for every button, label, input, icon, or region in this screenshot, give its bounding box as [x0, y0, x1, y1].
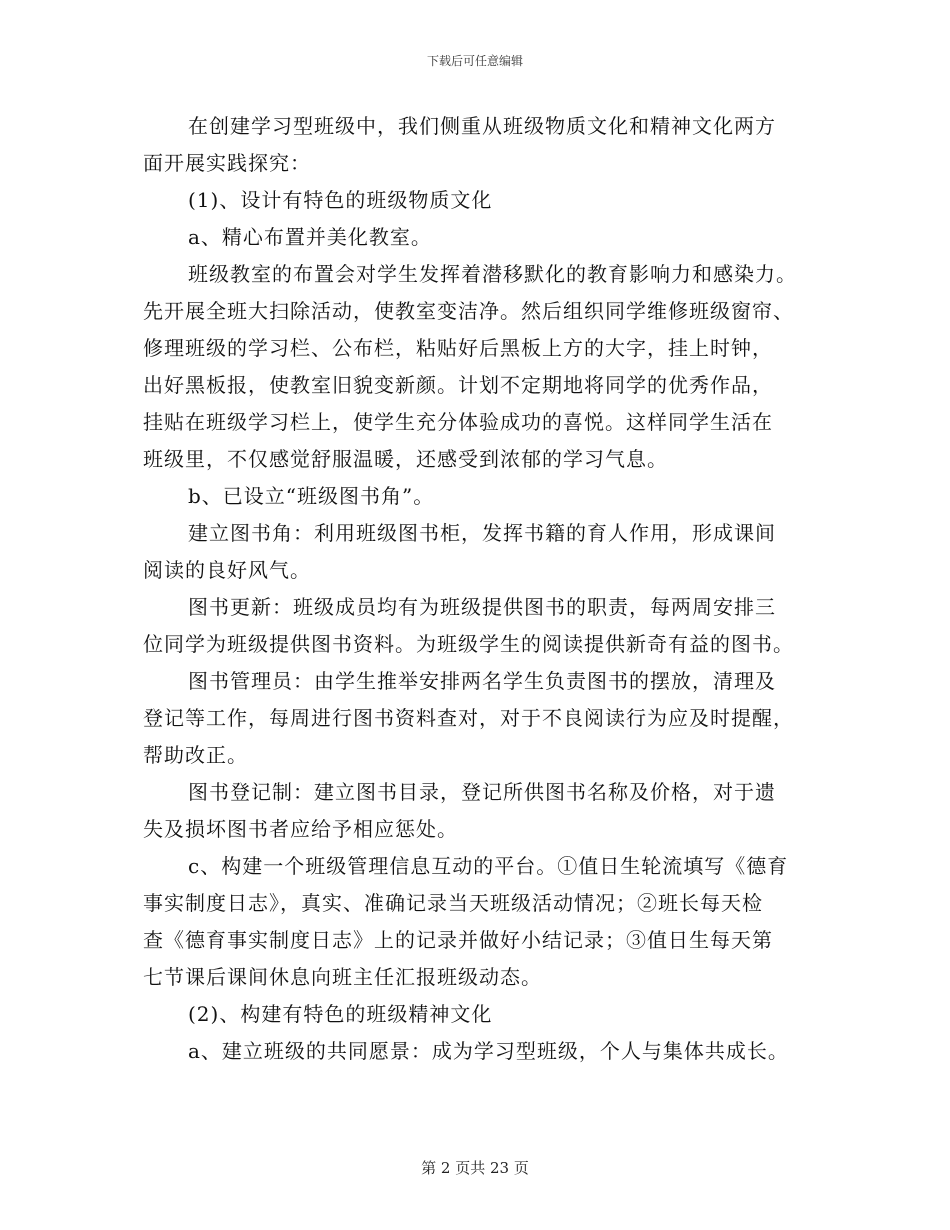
- paragraph: [143, 515, 808, 589]
- text-line: 图书管理员：由学生推举安排两名学生负责图书的摆放，清理及: [188, 669, 776, 693]
- text-line: a、建立班级的共同愿景：成为学习型班级，个人与集体共成长。: [188, 1039, 789, 1063]
- paragraph: [143, 108, 808, 182]
- text-line: 位同学为班级提供图书资料。为班级学生的阅读提供新奇有益的图书。: [143, 632, 794, 656]
- text-line: 挂贴在班级学习栏上，使学生充分体验成功的喜悦。这样同学生活在: [143, 410, 773, 434]
- text-line: 班级教室的布置会对学生发挥着潜移默化的教育影响力和感染力。: [188, 262, 797, 286]
- text-line: a、精心布置并美化教室。: [188, 225, 432, 249]
- paragraph: [143, 219, 808, 256]
- text-line: 七节课后课间休息向班主任汇报班级动态。: [143, 965, 542, 989]
- text-line: c、构建一个班级管理信息互动的平台。①值日生轮流填写《德育: [188, 854, 789, 878]
- paragraph: [143, 256, 808, 478]
- text-line: 事实制度日志》，真实、准确记录当天班级活动情况；②班长每天检: [143, 891, 763, 915]
- text-line: 修理班级的学习栏、公布栏，粘贴好后黑板上方的大字，挂上时钟，: [143, 336, 773, 360]
- text-line: 失及损坏图书者应给予相应惩处。: [143, 817, 458, 841]
- text-line: 图书登记制：建立图书目录，登记所供图书名称及价格，对于遗: [188, 780, 776, 804]
- text-line: b、已设立“班级图书角”。: [188, 484, 435, 508]
- text-line: 建立图书角：利用班级图书柜，发挥书籍的育人作用，形成课间: [188, 521, 776, 545]
- text-line: 在创建学习型班级中，我们侧重从班级物质文化和精神文化两方: [188, 114, 776, 138]
- text-line: (1)、设计有特色的班级物质文化: [188, 188, 493, 212]
- paragraph: [143, 182, 808, 219]
- text-line: 面开展实践探究：: [143, 151, 311, 175]
- paragraph: [143, 996, 808, 1033]
- paragraph: [143, 478, 808, 515]
- text-line: 先开展全班大扫除活动，使教室变洁净。然后组织同学维修班级窗帘、: [143, 299, 794, 323]
- document-body: [143, 108, 808, 1070]
- paragraph: [143, 663, 808, 774]
- paragraph: [143, 848, 808, 996]
- text-line: 图书更新：班级成员均有为班级提供图书的职责，每两周安排三: [188, 595, 776, 619]
- text-line: 出好黑板报，使教室旧貌变新颜。计划不定期地将同学的优秀作品，: [143, 373, 773, 397]
- page-footer: 第 2 页共 23 页: [421, 1159, 529, 1177]
- text-line: 登记等工作，每周进行图书资料查对，对于不良阅读行为应及时提醒，: [143, 706, 794, 730]
- paragraph: [143, 774, 808, 848]
- page-header: 下载后可任意编辑: [426, 54, 523, 68]
- text-line: (2)、构建有特色的班级精神文化: [188, 1002, 493, 1026]
- text-line: 查《德育事实制度日志》上的记录并做好小结记录；③值日生每天第: [143, 928, 773, 952]
- text-line: 帮助改正。: [143, 743, 248, 767]
- paragraph: [143, 589, 808, 663]
- text-line: 班级里，不仅感觉舒服温暖，还感受到浓郁的学习气息。: [143, 447, 668, 471]
- text-line: 阅读的良好风气。: [143, 558, 311, 582]
- paragraph: [143, 1033, 808, 1070]
